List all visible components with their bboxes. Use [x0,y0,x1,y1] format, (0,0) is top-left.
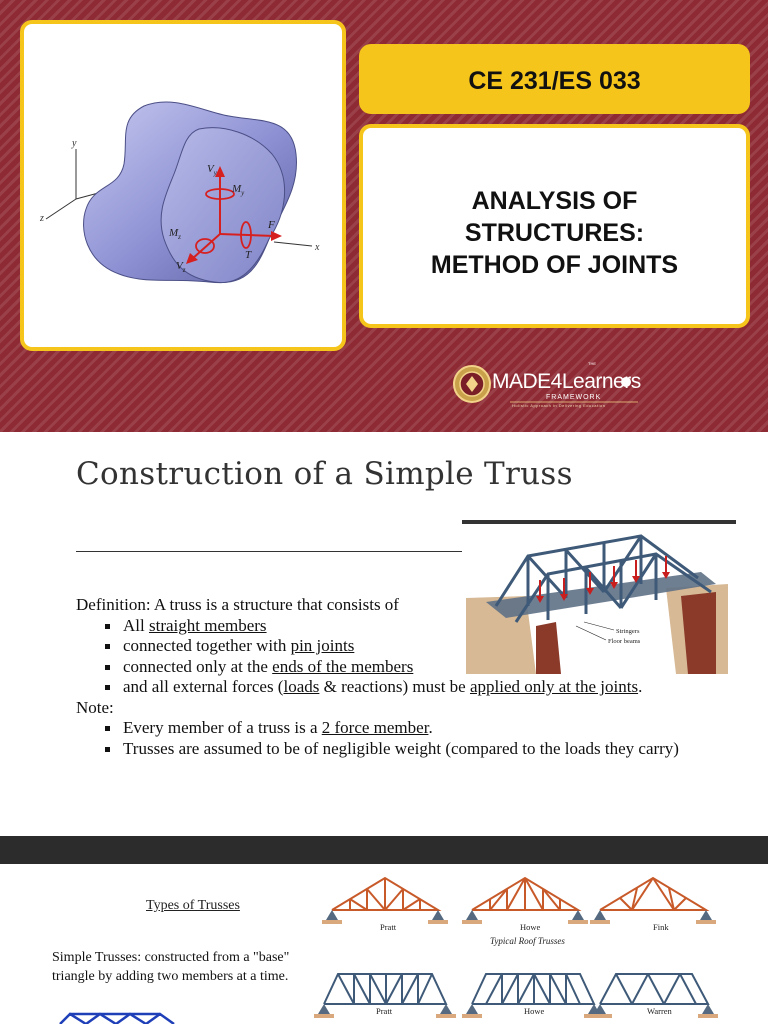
z-axis-label: z [40,213,44,224]
roof-caption: Typical Roof Trusses [490,936,565,946]
vz-label: V [176,260,183,272]
bullet-4 [76,677,679,698]
bullet-1 [76,616,679,637]
course-code: CE 231/ES 033 [468,66,641,95]
stringers-label: Stringers [616,628,640,635]
simple-truss-text: Simple Trusses: constructed from a "base" triangle by adding two members at a time. [52,950,290,984]
bullet-3 [76,657,679,678]
note-bullet-1 [76,718,679,739]
my-sub: y [241,189,245,197]
bullet-2-text: connected together with [123,636,291,655]
bridge-howe-label: Howe [524,1006,545,1016]
beam-section-figure [24,24,342,347]
title-line-2: STRUCTURES: [464,219,645,247]
bullet-4-underlined-2: applied only at the joints [469,677,639,696]
bullet-4-underlined: loads [283,677,320,696]
title-line-3: METHOD OF JOINTS [430,251,679,279]
y-axis-label: y [72,138,77,149]
bullet-4-end: . [638,677,643,696]
mz-label: M [169,227,179,239]
bullet-3-underlined: ends of the members [272,656,414,676]
note-bullet-2-text: Trusses are assumed to be of negligible weight (compared to the loads they carry) [123,738,679,758]
title-card [359,124,750,328]
bullet-2 [76,636,679,657]
vy-sub: y [213,169,217,177]
bridge-warren-label: Warren [647,1006,672,1016]
logo-tagline: Holistic Approach in Delivering Education [512,403,606,408]
definition-block [76,595,679,759]
note-bullet-1-text: Every member of a truss is a [123,718,322,737]
truss-types-slide [0,864,768,1024]
vz-sub: z [182,266,186,274]
bridge-pratt-label: Pratt [376,1006,393,1016]
definition-intro: Definition: A truss is a structure that consists of [76,595,399,614]
base-triangle-figure [56,1010,196,1024]
bullet-1-underlined: straight members [148,615,267,635]
bullet-2-underlined: pin joints [290,636,355,655]
note-bullet-2 [76,739,679,760]
bullet-4-text: and all external forces ( [123,677,284,696]
title-slide [0,0,768,432]
truss-types-figure [310,864,768,1024]
mz-sub: z [178,233,181,241]
slide-title: Construction of a Simple Truss [76,456,573,492]
logo-framework: FRAMEWORK [546,394,602,401]
my-label: M [232,183,242,195]
f-label: F [268,219,275,231]
note-bullet-1-underlined: 2 force member [321,718,429,737]
note-bullet-1-end: . [428,718,433,737]
floor-beams-label: Floor beams [608,638,641,645]
x-axis-label: x [315,242,320,253]
image-top-bar [462,520,736,524]
bullet-4-mid: & reactions) must be [319,677,470,696]
roof-fink-label: Fink [653,922,669,932]
vy-label: V [207,163,214,175]
bullet-3-text: connected only at the [123,656,273,676]
logo-the: THE [588,361,596,366]
title-line-1: ANALYSIS OF [471,187,638,215]
bullet-1-text: All [123,615,149,635]
t-label: T [245,249,252,261]
roof-howe-label: Howe [520,922,541,932]
truss-definition-slide [0,432,768,836]
note-label: Note: [76,697,114,717]
mechanics-figure-card [20,20,346,351]
title-underline [76,551,462,552]
roof-pratt-label: Pratt [380,922,397,932]
slide-separator [0,836,768,864]
logo-name: MADE4Learners [492,370,641,393]
course-code-banner [359,44,750,114]
types-heading: Types of Trusses [146,898,240,913]
